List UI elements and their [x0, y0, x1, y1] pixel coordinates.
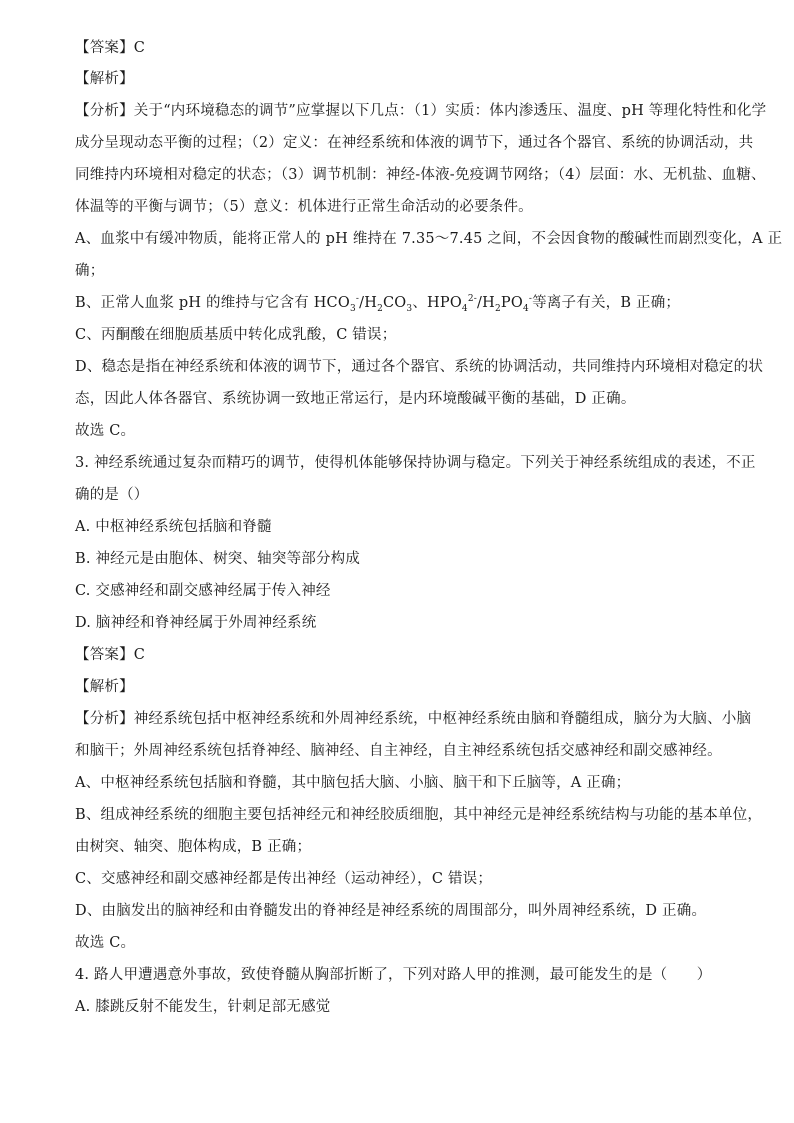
- explanation-d: 态，因此人体各器官、系统协调一致地正常运行，是内环境酸碱平衡的基础，D 正确。: [75, 391, 636, 407]
- answer-label: 【答案】C: [75, 40, 146, 56]
- analysis-text: 【分析】神经系统包括中枢神经系统和外周神经系统，中枢神经系统由脑和脊髓组成，脑分为大脑、小脑: [75, 711, 752, 727]
- option-a: A. 中枢神经系统包括脑和脊髓: [75, 519, 272, 535]
- option-c: C. 交感神经和副交感神经属于传入神经: [75, 583, 331, 599]
- answer-label: 【答案】C: [75, 647, 146, 663]
- explanation-b: 由树突、轴突、胞体构成，B 正确；: [75, 839, 312, 855]
- question-3: 确的是（）: [75, 487, 149, 503]
- question-3: 3. 神经系统通过复杂而精巧的调节，使得机体能够保持协调与稳定。下列关于神经系统组成的表述，不正: [75, 455, 756, 471]
- explanation-a: A、血浆中有缓冲物质，能将正常人的 pH 维持在 7.35～7.45 之间，不会因食物的酸碱性而剧烈变化，A 正: [75, 231, 783, 247]
- option-a: A. 膝跳反射不能发生，针刺足部无感觉: [75, 999, 331, 1015]
- explanation-a: A、中枢神经系统包括脑和脊髓，其中脑包括大脑、小脑、脑干和下丘脑等，A 正确；: [75, 775, 631, 791]
- explanation-c: C、丙酮酸在细胞质基质中转化成乳酸，C 错误；: [75, 327, 397, 343]
- analysis-text: 体温等的平衡与调节；（5）意义：机体进行正常生命活动的必要条件。: [75, 199, 533, 215]
- analysis-label: 【解析】: [75, 679, 134, 695]
- explanation-c: C、交感神经和副交感神经都是传出神经（运动神经），C 错误；: [75, 871, 493, 887]
- explanation-d: D、稳态是指在神经系统和体液的调节下，通过各个器官、系统的协调活动，共同维持内环境相对稳定的状: [75, 359, 764, 375]
- analysis-label: 【解析】: [75, 71, 134, 87]
- analysis-text: 和脑干；外周神经系统包括脊神经、脑神经、自主神经，自主神经系统包括交感神经和副交感神经。: [75, 743, 722, 759]
- conclusion: 故选 C。: [75, 423, 136, 439]
- explanation-b: B、正常人血浆 pH 的维持与它含有 $HCO_3^-/H_2CO_3$、$HPO_4^{2-}/H_2PO_4^-$等离子有关，B 正确；: [75, 294, 681, 314]
- explanation-a: 确；: [75, 263, 105, 279]
- option-b: B. 神经元是由胞体、树突、轴突等部分构成: [75, 551, 361, 567]
- explanation-d: D、由脑发出的脑神经和由脊髓发出的脊神经是神经系统的周围部分，叫外周神经系统，D 正确。: [75, 903, 707, 919]
- option-d: D. 脑神经和脊神经属于外周神经系统: [75, 615, 317, 631]
- explanation-b: B、组成神经系统的细胞主要包括神经元和神经胶质细胞，其中神经元是神经系统结构与功能的基本单位，: [75, 807, 763, 823]
- conclusion: 故选 C。: [75, 935, 136, 951]
- question-4: 4. 路人甲遭遇意外事故，致使脊髓从胸部折断了，下列对路人甲的推测，最可能发生的是（ ）: [75, 967, 712, 983]
- analysis-text: 同维持内环境相对稳定的状态；（3）调节机制：神经-体液-免疫调节网络；（4）层面：水、无机盐、血糖、: [75, 167, 766, 183]
- analysis-text: 成分呈现动态平衡的过程；（2）定义：在神经系统和体液的调节下，通过各个器官、系统的协调活动，共: [75, 135, 754, 151]
- analysis-text: 【分析】关于“内环境稳态的调节”应掌握以下几点：（1）实质：体内渗透压、温度、pH 等理化特性和化学: [75, 103, 767, 119]
